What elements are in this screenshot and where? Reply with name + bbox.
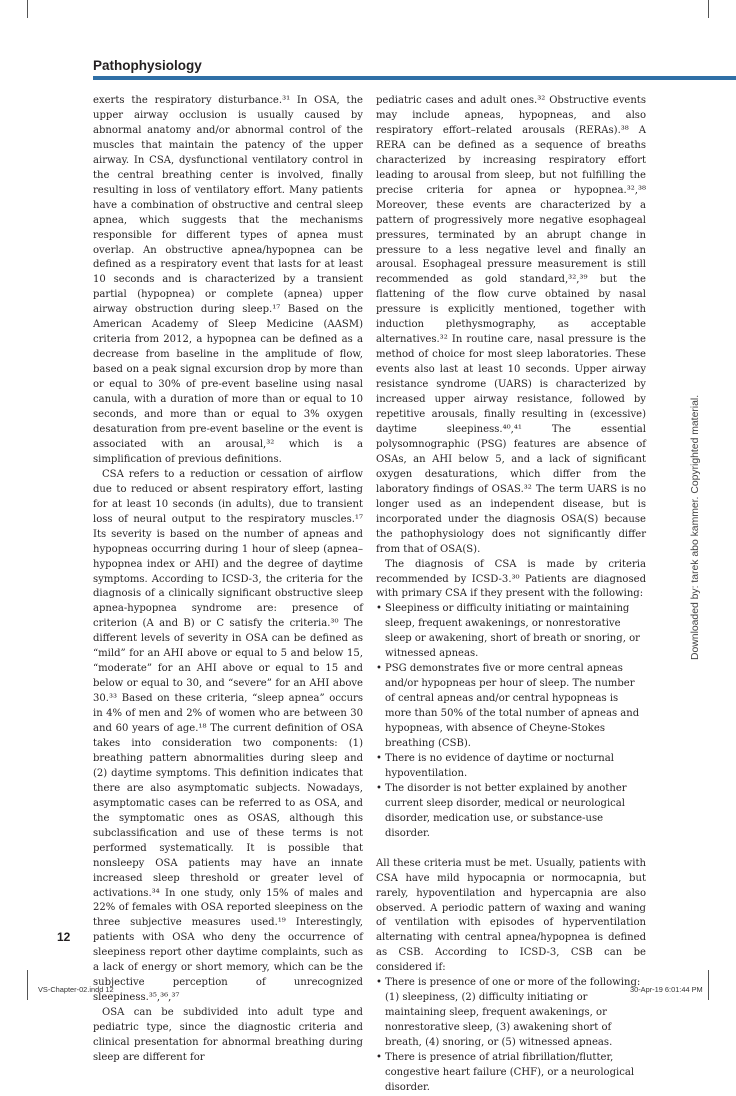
footer-file-name: VS-Chapter-02.indd 12 bbox=[38, 985, 114, 994]
right-column bbox=[376, 94, 646, 1096]
paragraph: pediatric cases and adult ones.³² Obstructive events may include apneas, hypopneas, and also respiratory effort–related arousals (RERAs).³⁸ A RERA can be defined as a sequence of breaths characterized by increasing respiratory effort leading to arousal from sleep, but not fulfilling the precise criteria for apnea or hypopnea.³²,³⁸ Moreover, these events are characterized by a pattern of progressively more negative esophageal pressures, terminated by an abrupt change in pressure to a less negative level and finally an arousal. Esophageal pressure measurement is still recommended as gold standard,³²,³⁹ but the flattening of the flow curve obtained by nasal pressure is explicitly mentioned, together with induction plethysmography, as acceptable alternatives.³² In routine care, nasal pressure is the method of choice for most sleep laboratories. These events also last at least 10 seconds. Upper airway resistance syndrome (UARS) is characterized by increased upper airway resistance, followed by repetitive arousals, finally resulting in (excessive) daytime sleepiness.⁴⁰,⁴¹ The essential polysomnographic (PSG) features are absence of OSAs, an AHI below 5, and a lack of significant oxygen desaturations, which differ from the laboratory findings of OSAS.³² The term UARS is no longer used as an independent disease, but is incorporated under the diagnosis OSA(S) because the pathophysiology does not significantly differ from that of OSA(S). bbox=[376, 95, 646, 555]
crop-mark bbox=[708, 970, 709, 1000]
csa-criteria-list bbox=[376, 602, 646, 841]
footer-timestamp: 30-Apr-19 6:01:44 PM bbox=[630, 985, 703, 994]
list-item: • There is presence of one or more of the following: (1) sleepiness, (2) difficulty initiating or maintaining sleep, frequent awakenings, or nonrestorative sleep, (3) awakening short of breath, (4) snoring, or (5) witnessed apneas. bbox=[376, 976, 646, 1051]
paragraph: CSA refers to a reduction or cessation of airflow due to reduced or absent respiratory effort, lasting for at least 10 seconds (in adults), due to transient loss of neural output to the respiratory muscles.¹⁷ Its severity is based on the number of apneas and hypopneas occurring during 1 hour of sleep (apnea–hypopnea index or AHI) and the degree of daytime symptoms. According to ICSD-3, the criteria for the diagnosis of a clinically significant obstructive sleep apnea-hypopnea syndrome are: presence of criterion (A and B) or C satisfy the criteria.³⁰ The different levels of severity in OSA can be defined as “mild” for an AHI above or equal to 5 and below 15, “moderate” for an AHI above or equal to 15 and below or equal to 30, and “severe” for an AHI above 30.³³ Based on these criteria, “sleep apnea” occurs in 4% of men and 2% of women who are between 30 and 60 years of age.¹⁸ The current definition of OSA takes into consideration two components: (1) breathing pattern abnormalities during sleep and (2) daytime symptoms. This definition indicates that there are also asymptomatic subjects. Nowadays, asymptomatic cases can be referred to as OSA, and the symptomatic ones as OSAS, although this subclassification and use of these terms is not performed systematically. It is possible that nonsleepy OSA patients may have an innate increased sleep threshold or greater level of activations.³⁴ In one study, only 15% of males and 22% of females with OSA reported sleepiness on the three subjective measures used.¹⁹ Interestingly, patients with OSA who deny the occurrence of sleepiness report other daytime complaints, such as a lack of energy or short memory, which can be the subjective perception of unrecognized sleepiness.³⁵,³⁶,³⁷ bbox=[93, 468, 363, 1004]
download-watermark: Downloaded by: tarek abo kammer. Copyrighted material. bbox=[690, 394, 701, 660]
csb-criteria-list bbox=[376, 976, 646, 1096]
crop-mark bbox=[27, 0, 28, 18]
page-number: 12 bbox=[57, 930, 71, 944]
list-item: • There is presence of atrial fibrillation/flutter, congestive heart failure (CHF), or a neurological disorder. bbox=[376, 1051, 646, 1096]
header-rule bbox=[93, 76, 736, 80]
list-item: • The disorder is not better explained by another current sleep disorder, medical or neurological disorder, medication use, or substance-use disorder. bbox=[376, 782, 646, 842]
running-header: Pathophysiology bbox=[93, 58, 202, 73]
crop-mark bbox=[27, 970, 28, 1000]
left-column bbox=[93, 94, 363, 1066]
list-item: • Sleepiness or difficulty initiating or maintaining sleep, frequent awakenings, or nonrestorative sleep or awakening, short of breath or snoring, or witnessed apneas. bbox=[376, 602, 646, 662]
paragraph: All these criteria must be met. Usually, patients with CSA have mild hypocapnia or normocapnia, but rarely, hypoventilation and hypercapnia are also observed. A periodic pattern of waxing and waning of ventilation with episodes of hyperventilation alternating with central apnea/hypopnea is defined as CSB. According to ICSD-3, CSB can be considered if: bbox=[376, 857, 646, 974]
list-item: • There is no evidence of daytime or nocturnal hypoventilation. bbox=[376, 752, 646, 782]
paragraph: The diagnosis of CSA is made by criteria recommended by ICSD-3.³⁰ Patients are diagnosed with primary CSA if they present with the following: bbox=[376, 558, 646, 600]
crop-mark bbox=[708, 0, 709, 18]
paragraph: exerts the respiratory disturbance.³¹ In OSA, the upper airway occlusion is usually caused by abnormal anatomy and/or abnormal control of the muscles that maintain the patency of the upper airway. In CSA, dysfunctional ventilatory control in the central breathing center is involved, finally resulting in loss of ventilatory effort. Many patients have a combination of obstructive and central sleep apnea, which suggests that the mechanisms responsible for different types of apnea must overlap. An obstructive apnea/hypopnea can be defined as a respiratory event that lasts for at least 10 seconds and is characterized by a transient partial (hypopnea) or complete (apnea) upper airway obstruction during sleep.¹⁷ Based on the American Academy of Sleep Medicine (AASM) criteria from 2012, a hypopnea can be defined as a decrease from baseline in the amplitude of flow, based on a peak signal excursion drop by more than or equal to 30% of pre-event baseline using nasal canula, with a duration of more than or equal to 10 seconds, and more than or equal to 3% oxygen desaturation from pre-event baseline or the event is associated with an arousal,³² which is a simplification of previous definitions. bbox=[93, 95, 363, 465]
list-item: • PSG demonstrates five or more central apneas and/or hypopneas per hour of sleep. The number of central apneas and/or central hypopneas is more than 50% of the total number of apneas and hypopneas, with absence of Cheyne-Stokes breathing (CSB). bbox=[376, 662, 646, 752]
spacer bbox=[376, 842, 646, 857]
paragraph: OSA can be subdivided into adult type and pediatric type, since the diagnostic criteria and clinical presentation for abnormal breathing during sleep are different for bbox=[93, 1007, 363, 1063]
